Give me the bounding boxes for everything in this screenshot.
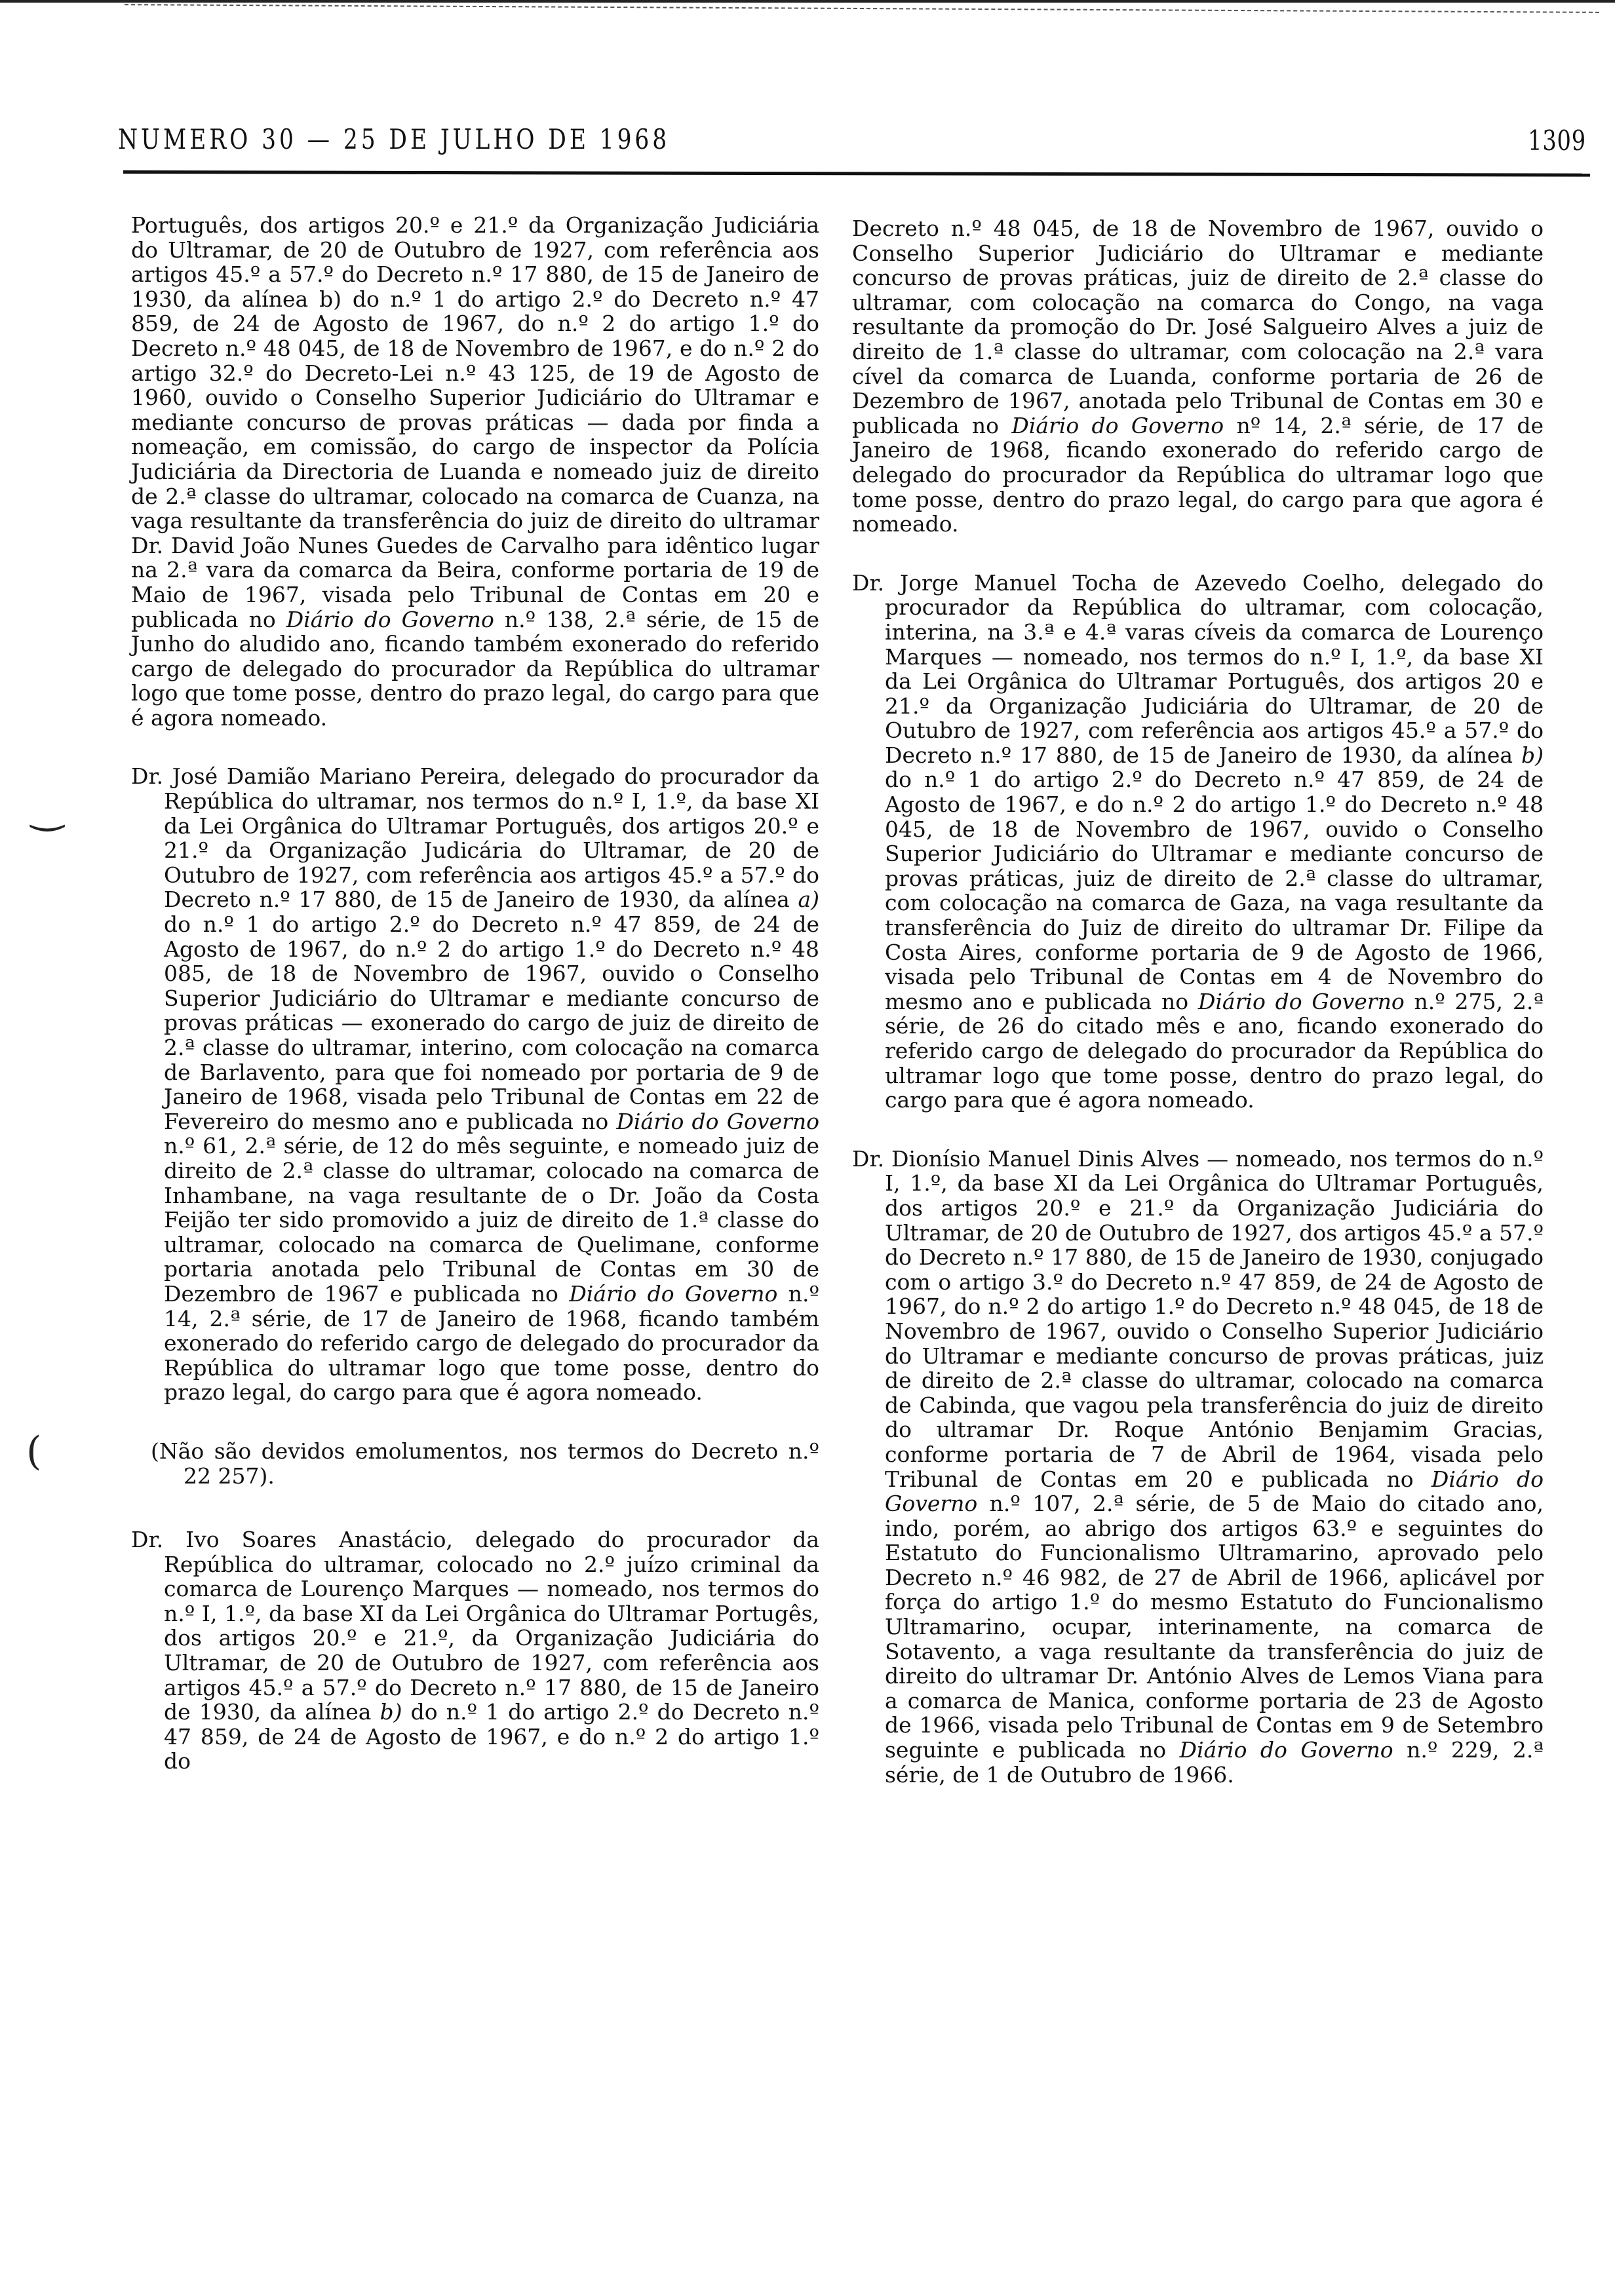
text-run: n.º 275, 2.ª série, de 26 do citado mês e ano, ficando exonerado do referido cargo de delegado do procurador da República do ultramar logo que tome posse, dentro do prazo legal, do cargo para que é agora nomeado.: [885, 988, 1544, 1113]
left-column: [131, 213, 819, 1774]
text-run: do n.º 1 do artigo 2.º do Decreto n.º 47 859, de 24 de Agosto de 1967, e do n.º 2 do artigo 1.º do: [164, 1699, 820, 1774]
page-number: 1309: [1528, 124, 1586, 157]
page-header: [118, 123, 1586, 163]
publication-name: Diário do Governo: [286, 606, 494, 632]
emoluments-note: (Não são devidos emolumentos, nos termos do Decreto n.º 22 257).: [151, 1438, 819, 1489]
text-run: Português, dos artigos 20.º e 21.º da Organização Judiciária do Ultramar, de 20 de Outubro de 1927, com referência aos artigos 45.º a 57.º do Decreto n.º 17 880, de 15 de Janeiro de 1930, da alínea b) do n.º 1 do artigo 2.º do Decreto n.º 47 859, de 24 de Agosto de 1967, do n.º 2 do artigo 1.º do Decreto n.º 48 045, de 18 de Novembro de 1967, e do n.º 2 do artigo 32.º do Decreto-Lei n.º 43 125, de 19 de Agosto de 1960, ouvido o Conselho Superior Judiciário do Ultramar e mediante concurso de provas práticas — dada por finda a nomeação, em comissão, do cargo de inspector da Polícia Judiciária da Directoria de Luanda e nomeado juiz de direito de 2.ª classe do ultramar, colocado na comarca de Cuanza, na vaga resultante da transferência do juiz de direito do ultramar Dr. David João Nunes Guedes de Carvalho para idêntico lugar na 2.ª vara da comarca da Beira, conforme portaria de 19 de Maio de 1967, visada pelo Tribunal de Contas em 20 e publicada no: [131, 212, 819, 632]
publication-name: Diário do Governo: [1179, 1737, 1393, 1763]
text-run: Dr. Dionísio Manuel Dinis Alves — nomeado, nos termos do n.º I, 1.º, da base XI da Lei Orgânica do Ultramar Português, dos artigos 20.º e 21.º da Organização Judiciária do Ultramar, de 20 de Outubro de 1927, dos artigos 45.º a 57.º do Decreto n.º 17 880, de 15 de Janeiro de 1930, conjugado com o artigo 3.º do Decreto n.º 47 859, de 24 de Agosto de 1967, do n.º 2 do artigo 1.º do Decreto n.º 48 045, de 18 de Novembro de 1967, ouvido o Conselho Superior Judiciário do Ultramar e mediante concurso de provas práticas, juiz de direito de 2.ª classe do ultramar, colocado na comarca de Cabinda, que vagou pela transferência do juiz de direito do ultramar Dr. Roque António Benjamim Gracias, conforme portaria de 7 de Abril de 1964, visada pelo Tribunal de Contas em 20 e publicada no: [852, 1145, 1544, 1492]
margin-bracket-mark: (: [26, 1428, 42, 1474]
text-run: n.º 229, 2.ª série, de 1 de Outubro de 1966.: [885, 1737, 1544, 1788]
text-run: n.º 138, 2.ª série, de 15 de Junho do aludido ano, ficando também exonerado do referido cargo de delegado do procurador da República do ultramar logo que tome posse, dentro do prazo legal, do cargo para que é agora nomeado.: [131, 606, 820, 731]
text-run: Decreto n.º 48 045, de 18 de Novembro de 1967, ouvido o Conselho Superior Judiciário do Ultramar e mediante concurso de provas práticas, juiz de direito de 2.ª classe do ultramar, com colocação na comarca do Congo, na vaga resultante da promoção do Dr. José Salgueiro Alves a juiz de direito de 1.ª classe do ultramar, com colocação na 2.ª vara cível da comarca de Luanda, conforme portaria de 26 de Dezembro de 1967, anotada pelo Tribunal de Contas em 30 e publicada no: [852, 216, 1544, 438]
appointment-entry: [131, 1527, 819, 1774]
margin-bracket-mark: ‿: [31, 786, 64, 832]
clause-label: b): [379, 1699, 402, 1725]
clause-label: b): [1521, 742, 1544, 768]
appointment-entry: [852, 571, 1544, 1113]
text-run: Dr. José Damião Mariano Pereira, delegado do procurador da República do ultramar, nos termos do n.º I, 1.º, da base XI da Lei Orgânica do Ultramar Português, dos artigos 20.º e 21.º da Organização Judicária do Ultramar, de 20 de Outubro de 1927, com referência aos artigos 45.º a 57.º do Decreto n.º 17 880, de 15 de Janeiro de 1930, da alínea: [131, 763, 819, 913]
paragraph-continuation: [852, 216, 1544, 537]
header-rule: [123, 170, 1590, 177]
publication-name: Diário do Governo: [1197, 988, 1405, 1014]
publication-name: Diário do Governo: [1011, 412, 1224, 438]
text-run: n.º 61, 2.ª série, de 12 do mês seguinte, e nomeado juiz de direito de 2.ª classe do ultramar, colocado na comarca de Inhambane, na vaga resultante de o Dr. João da Costa Feijão ter sido promovido a juiz de direito de 1.ª classe do ultramar, colocado na comarca de Quelimane, conforme portaria anotada pelo Tribunal de Contas em 30 de Dezembro de 1967 e publicada no: [164, 1133, 819, 1307]
right-column: [852, 216, 1544, 1787]
publication-name: Diário do Governo: [569, 1280, 778, 1307]
text-run: nº 14, 2.ª série, de 17 de Janeiro de 1968, ficando exonerado do referido cargo de delegado do procurador da República do ultramar logo que tome posse, dentro do prazo legal, do cargo para que agora é nomeado.: [852, 412, 1544, 537]
publication-name: Diário do Governo: [885, 1466, 1544, 1517]
appointment-entry: [852, 1147, 1544, 1787]
text-run: n.º 14, 2.ª série, de 17 de Janeiro de 1968, ficando também exonerado do referido cargo de delegado do procurador da República do ultramar logo que tome posse, dentro do prazo legal, do cargo para que é agora nomeado.: [164, 1280, 820, 1406]
text-run: do n.º 1 do artigo 2.º do Decreto n.º 47 859, de 24 de Agosto de 1967, e do n.º 2 do artigo 1.º do Decreto n.º 48 045, de 18 de Novembro de 1967, ouvido o Conselho Superior Judiciário do Ultramar e mediante concurso de provas práticas, juiz de direito de 2.ª classe do ultramar, com colocação na comarca de Gaza, na vaga resultante da transferência do Juiz de direito do ultramar Dr. Filipe da Costa Aires, conforme portaria de 9 de Agosto de 1966, visada pelo Tribunal de Contas em 4 de Novembro do mesmo ano e publicada no: [885, 767, 1544, 1014]
text-run: do n.º 1 do artigo 2.º do Decreto n.º 47 859, de 24 de Agosto de 1967, do n.º 2 do artigo 1.º do Decreto n.º 48 085, de 18 de Novembro de 1967, ouvido o Conselho Superior Judiciário do Ultramar e mediante concurso de provas práticas — exonerado do cargo de juiz de direito de 2.ª classe do ultramar, interino, com colocação na comarca de Barlavento, para que foi nomeado por portaria de 9 de Janeiro de 1968, visada pelo Tribunal de Contas em 22 de Fevereiro do mesmo ano e publicada no: [164, 911, 819, 1134]
issue-title: NUMERO 30 — 25 DE JULHO DE 1968: [118, 123, 671, 155]
clause-label: a): [798, 887, 819, 913]
text-run: Dr. Ivo Soares Anastácio, delegado do procurador da República do ultramar, colocado no 2.º juízo criminal da comarca de Lourenço Marques — nomeado, nos termos do n.º I, 1.º, da base XI da Lei Orgânica do Ultramar Portugês, dos artigos 20.º e 21.º, da Organização Judiciária do Ultramar, de 20 de Outubro de 1927, com referência aos artigos 45.º a 57.º do Decreto n.º 17 880, de 15 de Janeiro de 1930, da alínea: [131, 1527, 819, 1725]
appointment-entry: [131, 764, 819, 1404]
paragraph-continuation: [131, 213, 819, 730]
text-run: Dr. Jorge Manuel Tocha de Azevedo Coelho, delegado do procurador da República do ultramar, com colocação, interina, na 3.ª e 4.ª varas cíveis da comarca de Lourenço Marques — nomeado, nos termos do n.º I, 1.º, da base XI da Lei Orgânica do Ultramar Português, dos artigos 20 e 21.º da Organização Judiciária do Ultramar, de 20 de Outubro de 1927, com referência aos artigos 45.º a 57.º do Decreto n.º 17 880, de 15 de Janeiro de 1930, da alínea: [852, 569, 1544, 768]
text-run: n.º 107, 2.ª série, de 5 de Maio do citado ano, indo, porém, ao abrigo dos artigos 63.º e seguintes do Estatuto do Funcionalismo Ultramarino, aprovado pelo Decreto n.º 46 982, de 27 de Abril de 1966, aplicável por força do artigo 1.º do mesmo Estatuto do Funcionalismo Ultramarino, ocupar, interinamente, na comarca de Sotavento, a vaga resultante da transferência do juiz de direito do ultramar Dr. António Alves de Lemos Viana para a comarca de Manica, conforme portaria de 23 de Agosto de 1966, visada pelo Tribunal de Contas em 9 de Setembro seguinte e publicada no: [885, 1491, 1544, 1763]
publication-name: Diário do Governo: [616, 1108, 819, 1134]
